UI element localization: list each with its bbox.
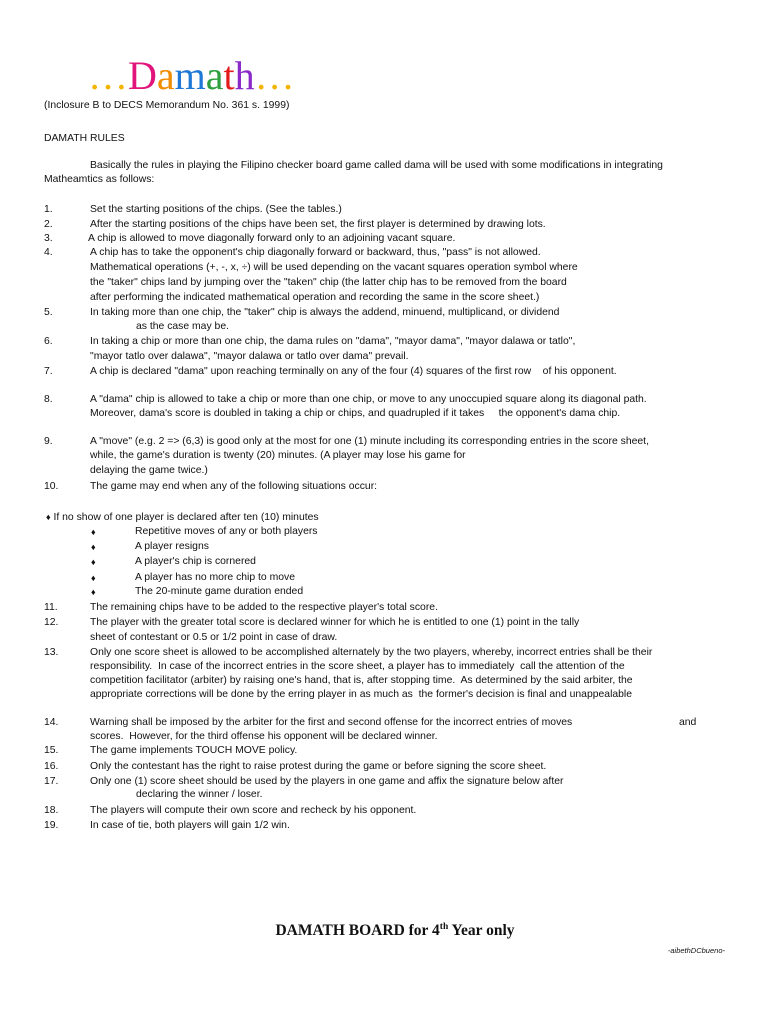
rule-number: 19. xyxy=(44,820,59,831)
rule-text: In taking a chip or more than one chip, the dama rules on "dama", "mayor dama", "mayor dalawa or tatlo", xyxy=(90,336,576,347)
rule-text: The game implements TOUCH MOVE policy. xyxy=(90,745,298,756)
rule-text: and xyxy=(679,717,697,728)
rule-text: Only one (1) score sheet should be used by the players in one game and affix the signature below after xyxy=(90,776,564,787)
rule-text: Warning shall be imposed by the arbiter for the first and second offense for the incorrect entries of moves xyxy=(90,717,573,728)
section-heading: DAMATH RULES xyxy=(44,133,125,144)
title-char: t xyxy=(223,53,235,98)
rule-text: Set the starting positions of the chips. (See the tables.) xyxy=(90,204,342,215)
document-title xyxy=(88,52,295,100)
rule-text: In taking more than one chip, the "taker" chip is always the addend, minuend, multiplicand, or dividend xyxy=(90,307,560,318)
rule-text: Mathematical operations (+, -, x, ÷) will be used depending on the vacant squares operation symbol where xyxy=(90,262,578,273)
rule-number: 11. xyxy=(44,602,58,613)
rule-text: A "dama" chip is allowed to take a chip or more than one chip, or move to any unoccupied square along its diagonal path. xyxy=(90,394,647,405)
rule-number: 1. xyxy=(44,204,53,215)
rule-number: 4. xyxy=(44,247,53,258)
rule-number: 8. xyxy=(44,394,53,405)
rule-text: appropriate corrections will be done by the erring player in as much as the former's decision is final and unappealable xyxy=(90,689,633,700)
situation-item xyxy=(46,510,319,525)
situation-text: The 20-minute game duration ended xyxy=(135,586,304,597)
rule-number: 18. xyxy=(44,805,59,816)
diamond-bullet-icon: ♦ xyxy=(91,573,96,583)
rule-number: 10. xyxy=(44,481,59,492)
rule-text: The game may end when any of the following situations occur: xyxy=(90,481,378,492)
situation-text: Repetitive moves of any or both players xyxy=(135,526,318,537)
rule-number: 17. xyxy=(44,776,59,787)
title-char: … xyxy=(254,53,295,98)
rule-text: Only one score sheet is allowed to be accomplished alternately by the two players, whereby, incorrect entries shall be their xyxy=(90,647,653,658)
rule-text: After the starting positions of the chips have been set, the first player is determined by drawing lots. xyxy=(90,219,546,230)
rule-number: 7. xyxy=(44,366,53,377)
title-char: D xyxy=(128,53,157,98)
rule-text: after performing the indicated mathematical operation and recording the same in the score sheet.) xyxy=(90,292,540,303)
board-title-superscript: th xyxy=(439,922,449,932)
situation-text: A player's chip is cornered xyxy=(135,556,256,567)
title-char: h xyxy=(234,53,255,98)
situation-text: A player has no more chip to move xyxy=(135,572,295,583)
rule-text: A chip has to take the opponent's chip diagonally forward or backward, thus, "pass" is not allowed. xyxy=(90,247,541,258)
rule-text: Moreover, dama's score is doubled in taking a chip or chips, and quadrupled if it takes the opponent's dama chip. xyxy=(90,408,621,419)
rule-text: In case of tie, both players will gain 1/2 win. xyxy=(90,820,290,831)
rule-number: 2. xyxy=(44,219,53,230)
rule-text: sheet of contestant or 0.5 or 1/2 point in case of draw. xyxy=(90,632,338,643)
situation-text: A player resigns xyxy=(135,541,209,552)
rule-text: A chip is declared "dama" upon reaching terminally on any of the four (4) squares of the first row of his opponent. xyxy=(90,366,617,377)
rule-number: 6. xyxy=(44,336,53,347)
author-signature: -aibethDCbueno- xyxy=(667,946,725,955)
rule-number: 3. xyxy=(44,233,53,244)
title-char: a xyxy=(205,53,224,98)
intro-line: Matheamtics as follows: xyxy=(44,174,155,185)
rule-text: the "taker" chips land by jumping over the "taken" chip (the latter chip has to be removed from the board xyxy=(90,277,567,288)
situation-text: If no show of one player is declared after ten (10) minutes xyxy=(53,512,319,523)
rule-text: declaring the winner / loser. xyxy=(136,789,263,800)
rule-text: The remaining chips have to be added to the respective player's total score. xyxy=(90,602,438,613)
rule-text: Only the contestant has the right to raise protest during the game or before signing the score sheet. xyxy=(90,761,547,772)
rule-text: A chip is allowed to move diagonally forward only to an adjoining vacant square. xyxy=(88,233,456,244)
rule-number: 15. xyxy=(44,745,59,756)
rule-text: A "move" (e.g. 2 => (6,3) is good only at the most for one (1) minute including its corresponding entries in the score sheet, xyxy=(90,436,649,447)
rule-number: 13. xyxy=(44,647,59,658)
rule-text: The player with the greater total score is declared winner for which he is entitled to one (1) point in the tally xyxy=(90,617,580,628)
board-title xyxy=(0,922,768,940)
rule-text: responsibility. In case of the incorrect entries in the score sheet, a player has to immediately call the attention of the xyxy=(90,661,625,672)
rule-number: 14. xyxy=(44,717,59,728)
intro-line: Basically the rules in playing the Filipino checker board game called dama will be used with some modifications in integrating xyxy=(90,160,663,171)
rule-number: 12. xyxy=(44,617,59,628)
diamond-bullet-icon: ♦ xyxy=(46,512,51,522)
rule-text: scores. However, for the third offense his opponent will be declared winner. xyxy=(90,731,438,742)
memorandum-subtitle: (Inclosure B to DECS Memorandum No. 361 s. 1999) xyxy=(44,100,290,111)
rule-text: competition facilitator (arbiter) by raising one's hand, that is, after stopping time. As determined by the said arbiter, the xyxy=(90,675,633,686)
diamond-bullet-icon: ♦ xyxy=(91,557,96,567)
rule-text: "mayor tatlo over dalawa", "mayor dalawa or tatlo over dama" prevail. xyxy=(90,351,409,362)
diamond-bullet-icon: ♦ xyxy=(91,587,96,597)
board-title-text: Year only xyxy=(448,922,515,939)
rule-number: 5. xyxy=(44,307,53,318)
board-title-text: DAMATH BOARD for 4 xyxy=(275,922,440,939)
rule-number: 16. xyxy=(44,761,59,772)
title-char: … xyxy=(88,53,128,98)
diamond-bullet-icon: ♦ xyxy=(91,542,96,552)
title-char: a xyxy=(156,53,175,98)
rule-text: while, the game's duration is twenty (20) minutes. (A player may lose his game for xyxy=(90,450,466,461)
diamond-bullet-icon: ♦ xyxy=(91,527,96,537)
title-char: m xyxy=(174,53,206,98)
rule-text: delaying the game twice.) xyxy=(90,465,208,476)
rule-text: The players will compute their own score and recheck by his opponent. xyxy=(90,805,417,816)
rule-text: as the case may be. xyxy=(136,321,229,332)
rule-number: 9. xyxy=(44,436,53,447)
